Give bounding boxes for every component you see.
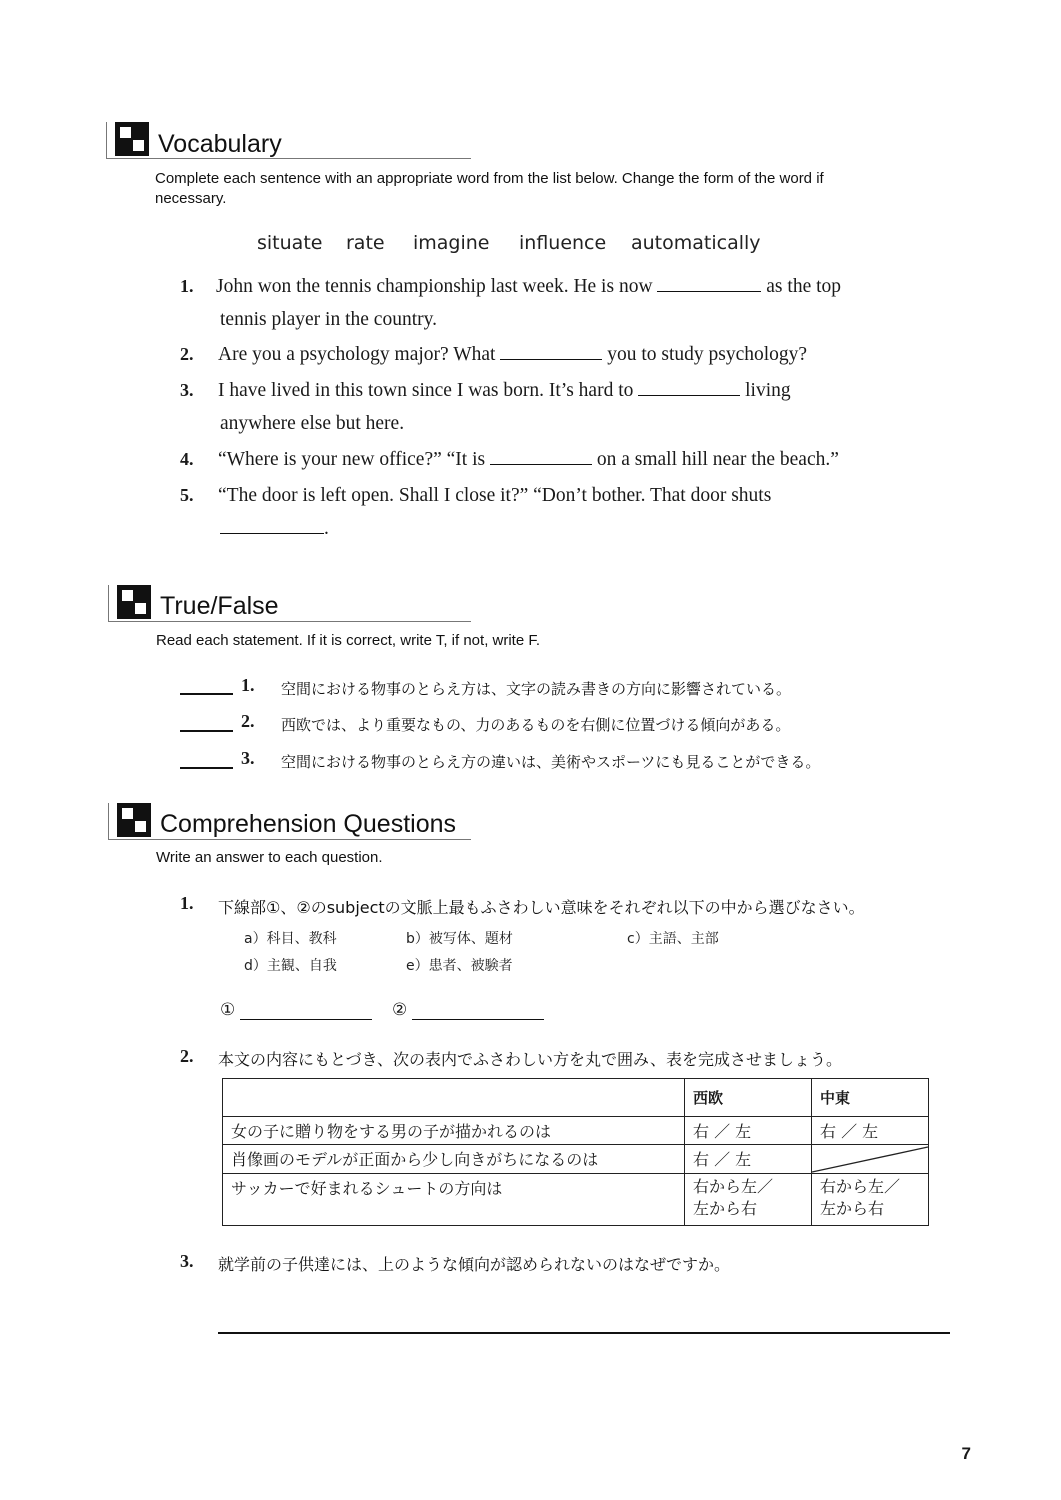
item-number: 2. [241,711,255,731]
comparison-table [222,1078,929,1226]
question-text-part: Are you a psychology major? What [218,344,496,365]
section-title: Comprehension Questions [160,810,456,838]
option: b）被写体、題材 [406,931,513,947]
table-row [223,1117,929,1145]
word-bank-item: automatically [631,232,761,254]
answer-blank[interactable] [490,463,592,465]
page-number: 7 [961,1444,971,1463]
question-text-part: I have lived in this town since I was born. It’s hard to [218,380,634,401]
choice-line: 左から右 [820,1199,885,1218]
answer-blank[interactable] [180,729,233,732]
section-frame [108,585,109,621]
answer-blank[interactable] [240,1018,372,1020]
question-text: “The door is left open. Shall I close it?” “Don’t bother. That door shuts [218,485,772,506]
question-text-part: living [745,380,791,401]
table-row [223,1174,929,1226]
instruction: Read each statement. If it is correct, write T, if not, write F. [156,632,541,649]
table-cell-choice[interactable]: 右 ／ 左 [812,1117,929,1145]
question-text-cont: tennis player in the country. [220,309,437,330]
table-header-cell: 西欧 [685,1079,812,1117]
option: a）科目、教科 [244,931,337,947]
table-cell-choice[interactable]: 右 ／ 左 [685,1145,812,1174]
table-cell-na [812,1145,929,1174]
question-text [218,443,839,476]
question-text: 就学前の子供達には、上のような傾向が認められないのはなぜですか。 [218,1255,731,1274]
word-bank-item: imagine [413,232,490,254]
section-underline [108,839,471,840]
question-text [216,270,841,303]
question-text: 本文の内容にもとづき、次の表内でふさわしい方を丸で囲み、表を完成させましょう。 [218,1050,843,1069]
question-number: 5. [180,485,194,505]
answer-label: ② [392,1000,408,1020]
table-cell: 女の子に贈り物をする男の子が描かれるのは [223,1117,685,1145]
answer-blank[interactable] [180,692,233,695]
section-icon [115,122,149,156]
option: e）患者、被験者 [406,958,513,974]
table-cell: 肖像画のモデルが正面から少し向きがちになるのは [223,1145,685,1174]
question-text-part: as the top [766,276,842,297]
question-number: 3. [180,380,194,400]
word-bank-item: rate [346,232,385,254]
section-frame [108,803,109,839]
table-header-cell: 中東 [812,1079,929,1117]
question-text-part: you to study psychology? [607,344,808,365]
item-number: 1. [241,675,255,695]
item-number: 3. [241,748,255,768]
answer-blank[interactable] [500,358,602,360]
question-text-part: . [324,518,329,539]
choice-line: 左から右 [693,1199,758,1218]
statement-text: 西欧では、より重要なもの、力のあるものを右側に位置づける傾向がある。 [281,716,791,734]
section-frame [106,122,107,158]
question-text: 下線部①、②のsubjectの文脈上最もふさわしい意味をそれぞれ以下の中から選びなさい。 [218,898,865,917]
statement-text: 空間における物事のとらえ方の違いは、美術やスポーツにも見ることができる。 [281,753,821,771]
table-header-cell [223,1079,685,1117]
table-header-row [223,1079,929,1117]
section-title: True/False [160,592,279,620]
section-icon [117,585,151,619]
question-number: 2. [180,1046,194,1066]
table-cell-choice[interactable]: 右 ／ 左 [685,1117,812,1145]
question-number: 3. [180,1251,194,1271]
answer-blank[interactable] [180,766,233,769]
instruction-line: Complete each sentence with an appropriate word from the list below. Change the form of the word if [155,170,824,187]
section-underline [106,158,471,159]
question-text-part: John won the tennis championship last week. He is now [216,276,653,297]
question-number: 4. [180,449,194,469]
question-text-cont: anywhere else but here. [220,413,405,434]
answer-blank[interactable] [220,532,324,534]
table-cell-choice[interactable] [685,1174,812,1226]
table-row [223,1145,929,1174]
instruction-line: necessary. [155,190,227,207]
instruction [155,169,975,209]
instruction: Write an answer to each question. [156,849,383,866]
answer-line[interactable] [218,1331,950,1334]
question-text [218,374,791,407]
choice-line: 右から左／ [820,1177,901,1196]
diagonal-strike [812,1145,928,1173]
answer-blank[interactable] [638,394,740,396]
table-cell: サッカーで好まれるシュートの方向は [223,1174,685,1226]
question-text [218,338,807,371]
option: c）主語、主部 [627,931,719,947]
word-bank-item: situate [257,232,323,254]
choice-line: 右から左／ [693,1177,774,1196]
table-cell-choice[interactable] [812,1174,929,1226]
section-title: Vocabulary [158,130,282,158]
option: d）主観、自我 [244,958,337,974]
question-text-part: “Where is your new office?” “It is [218,449,486,470]
answer-blank[interactable] [412,1018,544,1020]
question-number: 2. [180,344,194,364]
answer-blank[interactable] [657,290,761,292]
word-bank-item: influence [519,232,607,254]
question-number: 1. [180,893,194,913]
question-text-part: on a small hill near the beach.” [596,449,839,470]
statement-text: 空間における物事のとらえ方は、文字の読み書きの方向に影響されている。 [281,680,792,698]
section-icon [117,803,151,837]
section-underline [108,621,471,622]
question-text-cont [220,512,329,545]
question-number: 1. [180,276,194,296]
answer-label: ① [220,1000,236,1020]
